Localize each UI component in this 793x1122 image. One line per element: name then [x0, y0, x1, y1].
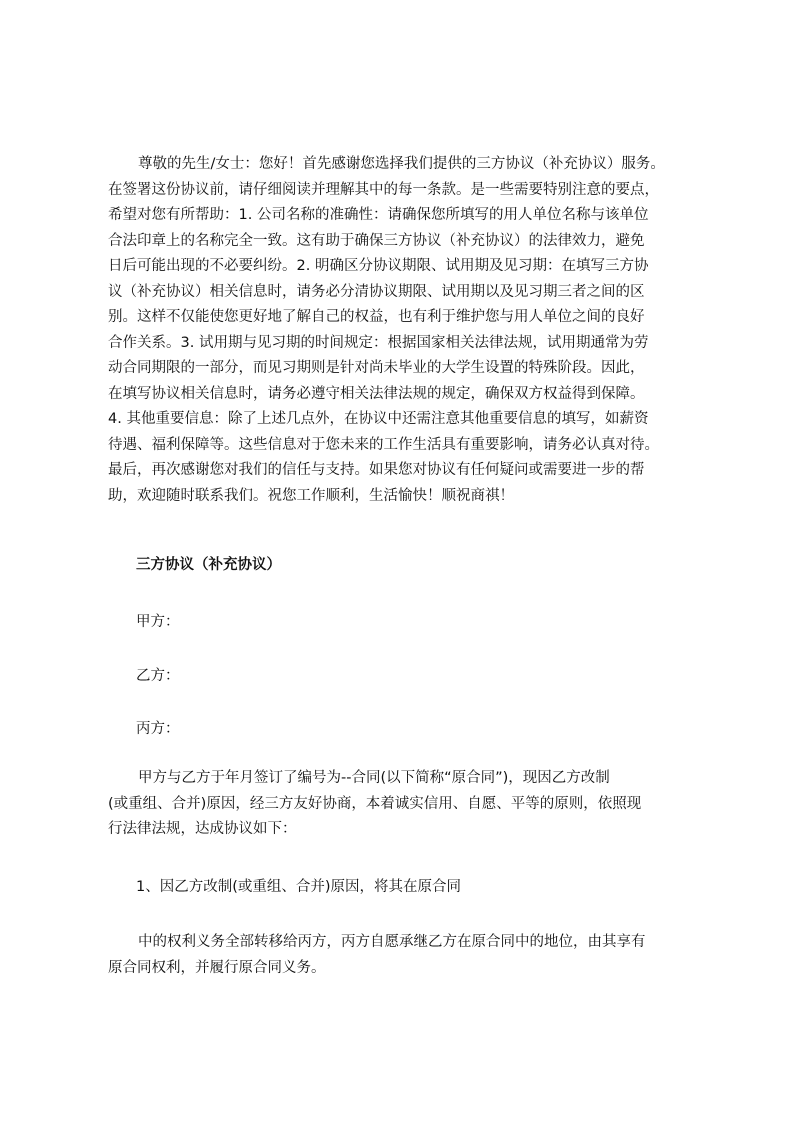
intro-line: 待遇、福利保障等。这些信息对于您未来的工作生活具有重要影响，请务必认真对待。: [108, 436, 659, 453]
intro-line: 尊敬的先生/女士：您好！首先感谢您选择我们提供的三方协议（补充协议）服务。: [138, 156, 665, 172]
intro-line: 助，欢迎随时联系我们。祝您工作顺利，生活愉快！顺祝商祺！: [108, 487, 514, 504]
preamble-line: 甲方与乙方于年月签订了编号为--合同(以下简称“原合同”)，现因乙方改制: [138, 770, 610, 786]
intro-line: 动合同期限的一部分，而见习期则是针对尚未毕业的大学生设置的特殊阶段。因此，: [108, 360, 645, 376]
intro-line: 别。这样不仅能使您更好地了解自己的权益，也有利于维护您与用人单位之间的良好: [108, 309, 645, 325]
intro-letter: [108, 152, 720, 509]
party-b-label: 乙方：: [136, 668, 180, 684]
preamble-line: 行法律法规，达成协议如下：: [108, 821, 297, 837]
intro-line: 最后，再次感谢您对我们的信任与支持。如果您对协议有任何疑问或需要进一步的帮: [108, 462, 645, 478]
clause-1-continued: [108, 930, 708, 981]
intro-line: 合作关系。3. 试用期与见习期的时间规定：根据国家相关法律法规，试用期通常为劳: [108, 334, 649, 351]
intro-line: 在填写协议相关信息时，请务必遵守相关法律法规的规定，确保双方权益得到保障。: [108, 385, 645, 402]
clause-1: 1、因乙方改制(或重组、合并)原因，将其在原合同: [136, 879, 462, 895]
party-c-label: 丙方：: [136, 721, 180, 737]
intro-line: 日后可能出现的不必要纠纷。2. 明确区分协议期限、试用期及见习期：在填写三方协: [108, 258, 649, 274]
intro-line: 议（补充协议）相关信息时，请务必分清协议期限、试用期以及见习期三者之间的区: [108, 283, 645, 300]
intro-line: 希望对您有所帮助：1. 公司名称的准确性：请确保您所填写的用人单位名称与该单位: [108, 207, 649, 223]
preamble: [108, 766, 708, 843]
preamble-line: (或重组、合并)原因，经三方友好协商，本着诚实信用、自愿、平等的原则，依照现: [108, 795, 642, 812]
clause-line: 原合同权利，并履行原合同义务。: [108, 959, 326, 976]
intro-line: 合法印章上的名称完全一致。这有助于确保三方协议（补充协议）的法律效力，避免: [108, 232, 645, 249]
party-a-label: 甲方：: [136, 614, 180, 630]
agreement-title: 三方协议（补充协议）: [136, 557, 281, 573]
intro-line: 4. 其他重要信息：除了上述几点外，在协议中还需注意其他重要信息的填写，如薪资: [108, 411, 649, 427]
intro-line: 在签署这份协议前，请仔细阅读并理解其中的每一条款。是一些需要特别注意的要点，: [108, 181, 659, 198]
clause-line: 中的权利义务全部转移给丙方，丙方自愿承继乙方在原合同中的地位，由其享有: [138, 934, 646, 950]
